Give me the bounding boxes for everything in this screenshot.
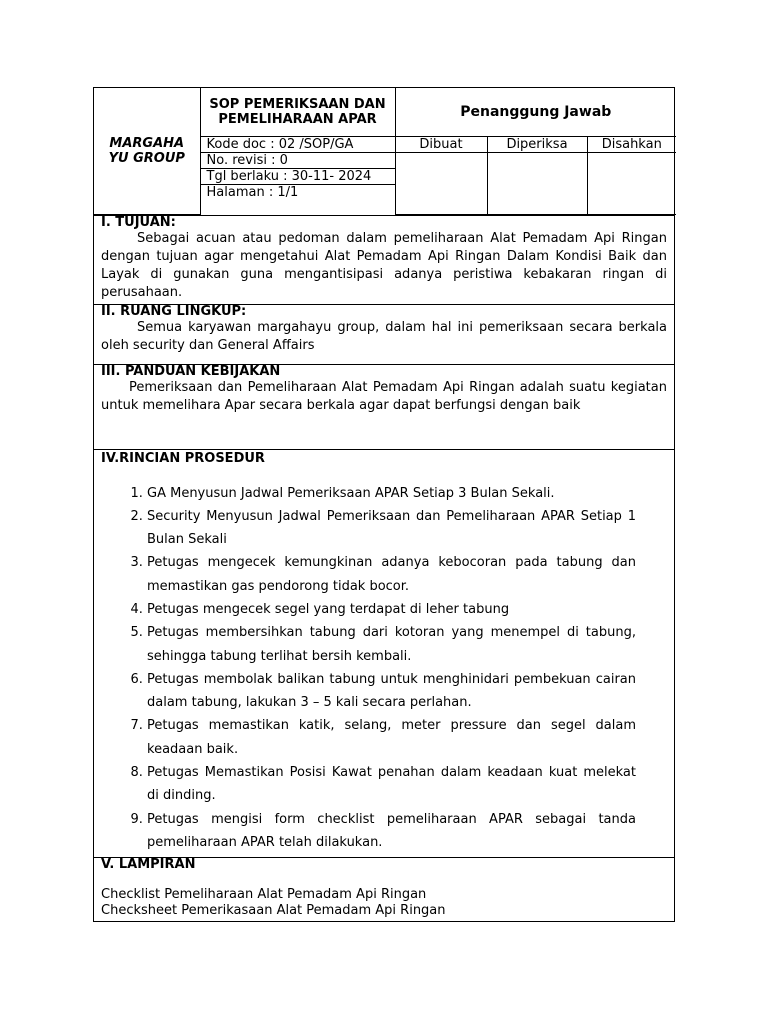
penanggung-jawab-label: Penanggung Jawab xyxy=(395,88,676,136)
procedure-step: 7. Petugas memastikan katik, selang, meter pressure dan segel dalam keadaan baik. xyxy=(147,714,636,761)
attachment-item: Checksheet Pemerikasaan Alat Pemadam Api Ringan xyxy=(101,902,446,918)
section-ruang-lingkup xyxy=(94,304,674,364)
procedure-step: 6. Petugas membolak balikan tabung untuk menghinidari pembekuan cairan dalam tabung, lakukan 3 – 5 kali secara perlahan. xyxy=(147,668,636,715)
attachment-item: Checklist Pemeliharaan Alat Pemadam Api Ringan xyxy=(101,886,427,902)
procedure-step: 1. GA Menyusun Jadwal Pemeriksaan APAR Setiap 3 Bulan Sekali. xyxy=(147,482,636,505)
section-text: Semua karyawan margahayu group, dalam hal ini pemeriksaan secara berkala oleh security dan General Affairs xyxy=(101,319,667,353)
section-title: II. RUANG LINGKUP: xyxy=(101,303,247,319)
procedure-step: 4. Petugas mengecek segel yang terdapat di leher tabung xyxy=(147,598,636,621)
sop-document xyxy=(93,87,675,922)
attachment-list xyxy=(101,887,667,919)
diperiksa-label: Diperiksa xyxy=(487,136,587,152)
procedure-step: 2. Security Menyusun Jadwal Pemeriksaan dan Pemeliharaan APAR Setiap 1 Bulan Sekali xyxy=(147,505,636,552)
sop-title: SOP PEMERIKSAAN DAN PEMELIHARAAN APAR xyxy=(200,88,395,136)
diperiksa-signature-box xyxy=(487,152,587,214)
section-title: IV.RINCIAN PROSEDUR xyxy=(101,450,265,466)
section-title: III. PANDUAN KEBIJAKAN xyxy=(101,363,281,379)
disahkan-signature-box xyxy=(587,152,676,214)
dibuat-label: Dibuat xyxy=(395,136,487,152)
section-lampiran xyxy=(94,857,674,921)
disahkan-label: Disahkan xyxy=(587,136,676,152)
header-table xyxy=(94,88,676,215)
procedure-step: 5. Petugas membersihkan tabung dari kotoran yang menempel di tabung, sehingga tabung terlihat bersih kembali. xyxy=(147,621,636,668)
no-revisi: No. revisi : 0 xyxy=(200,152,395,168)
dibuat-signature-box xyxy=(395,152,487,214)
procedure-list xyxy=(101,482,636,855)
section-panduan-kebijakan xyxy=(94,364,674,449)
section-rincian-prosedur xyxy=(94,449,674,857)
section-title: I. TUJUAN: xyxy=(101,214,176,230)
kode-doc: Kode doc : 02 /SOP/GA xyxy=(200,136,395,152)
section-text: Pemeriksaan dan Pemeliharaan Alat Pemadam Api Ringan adalah suatu kegiatan untuk memelihara Apar secara berkala agar dapat berfungsi dengan baik xyxy=(101,379,667,413)
procedure-step: 8. Petugas Memastikan Posisi Kawat penahan dalam keadaan kuat melekat di dinding. xyxy=(147,761,636,808)
tgl-berlaku: Tgl berlaku : 30-11- 2024 xyxy=(200,168,395,184)
section-title: V. LAMPIRAN xyxy=(101,856,196,872)
procedure-step: 3. Petugas mengecek kemungkinan adanya kebocoran pada tabung dan memastikan gas pendorong tidak bocor. xyxy=(147,551,636,598)
company-name: MARGAHA YU GROUP xyxy=(94,88,200,214)
procedure-step: 9. Petugas mengisi form checklist pemeliharaan APAR sebagai tanda pemeliharaan APAR telah dilakukan. xyxy=(147,808,636,855)
section-text: Sebagai acuan atau pedoman dalam pemeliharaan Alat Pemadam Api Ringan dengan tujuan agar mengetahui Alat Pemadam Api Ringan Dalam Kondisi Baik dan Layak di gunakan guna mengantisipasi adanya peristiwa kebakaran ringan di perusahaan. xyxy=(101,230,667,300)
halaman: Halaman : 1/1 xyxy=(200,185,395,214)
section-tujuan xyxy=(94,215,674,304)
